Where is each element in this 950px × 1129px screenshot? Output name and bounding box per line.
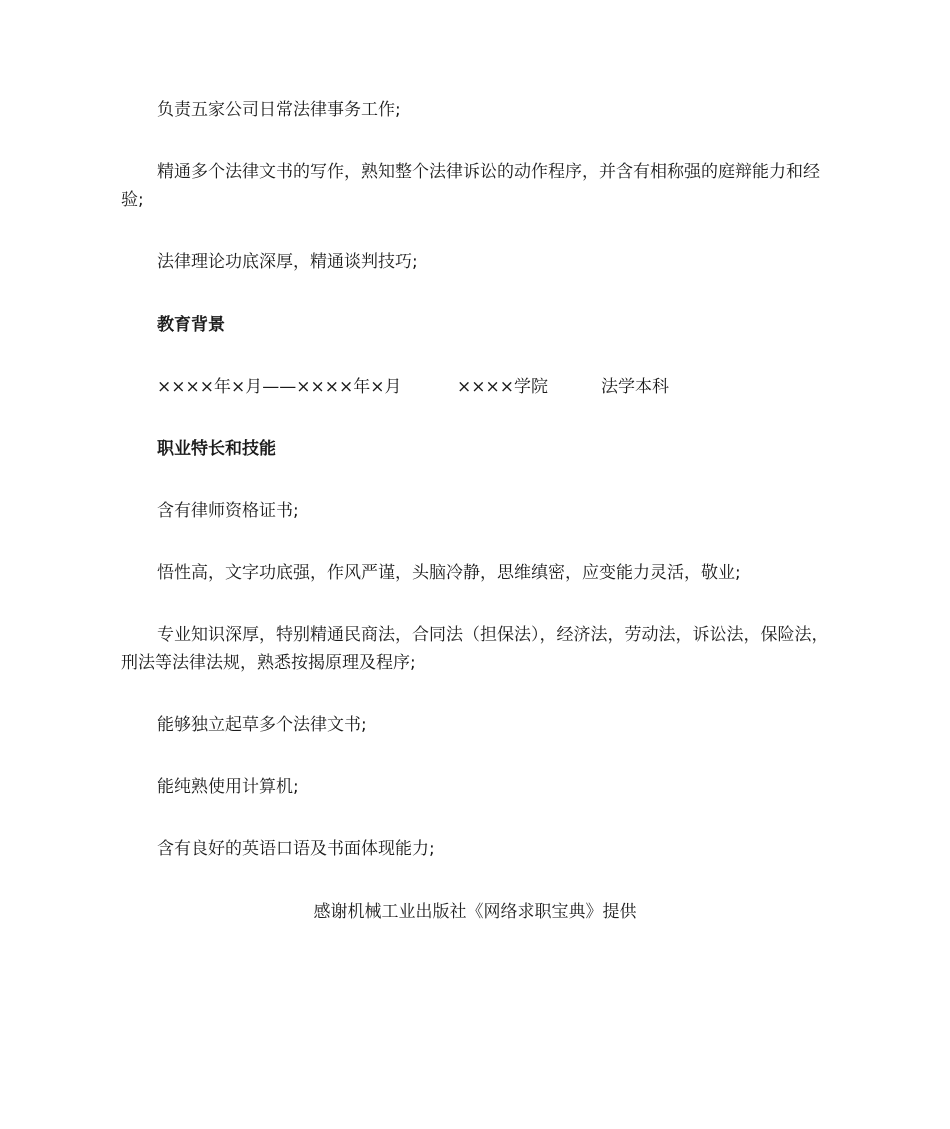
- skill-item: 专业知识深厚，特别精通民商法，合同法（担保法），经济法，劳动法，诉讼法，保险法，刑法等法律法规，熟悉按揭原理及程序;: [121, 625, 829, 673]
- section-heading-education: 教育背景: [157, 315, 225, 335]
- skill-item: 悟性高，文字功底强，作风严谨，头脑冷静，思维缜密，应变能力灵活，敬业;: [157, 563, 741, 583]
- skill-item: 能够独立起草多个法律文书;: [157, 715, 367, 735]
- education-period: ××××年×月——××××年×月: [157, 377, 402, 397]
- work-item: 精通多个法律文书的写作，熟知整个法律诉讼的动作程序，并含有相称强的庭辩能力和经验;: [121, 162, 820, 210]
- education-degree: 法学本科: [601, 377, 669, 397]
- education-school: ××××学院: [457, 377, 548, 397]
- skill-item: 能纯熟使用计算机;: [157, 777, 299, 797]
- skill-item: 含有律师资格证书;: [157, 501, 299, 521]
- work-item: 负责五家公司日常法律事务工作;: [157, 100, 401, 120]
- work-item: 法律理论功底深厚，精通谈判技巧;: [157, 252, 418, 272]
- footer-credit: 感谢机械工业出版社《网络求职宝典》提供: [313, 902, 637, 922]
- skill-item: 含有良好的英语口语及书面体现能力;: [157, 839, 435, 859]
- section-heading-skills: 职业特长和技能: [157, 439, 276, 459]
